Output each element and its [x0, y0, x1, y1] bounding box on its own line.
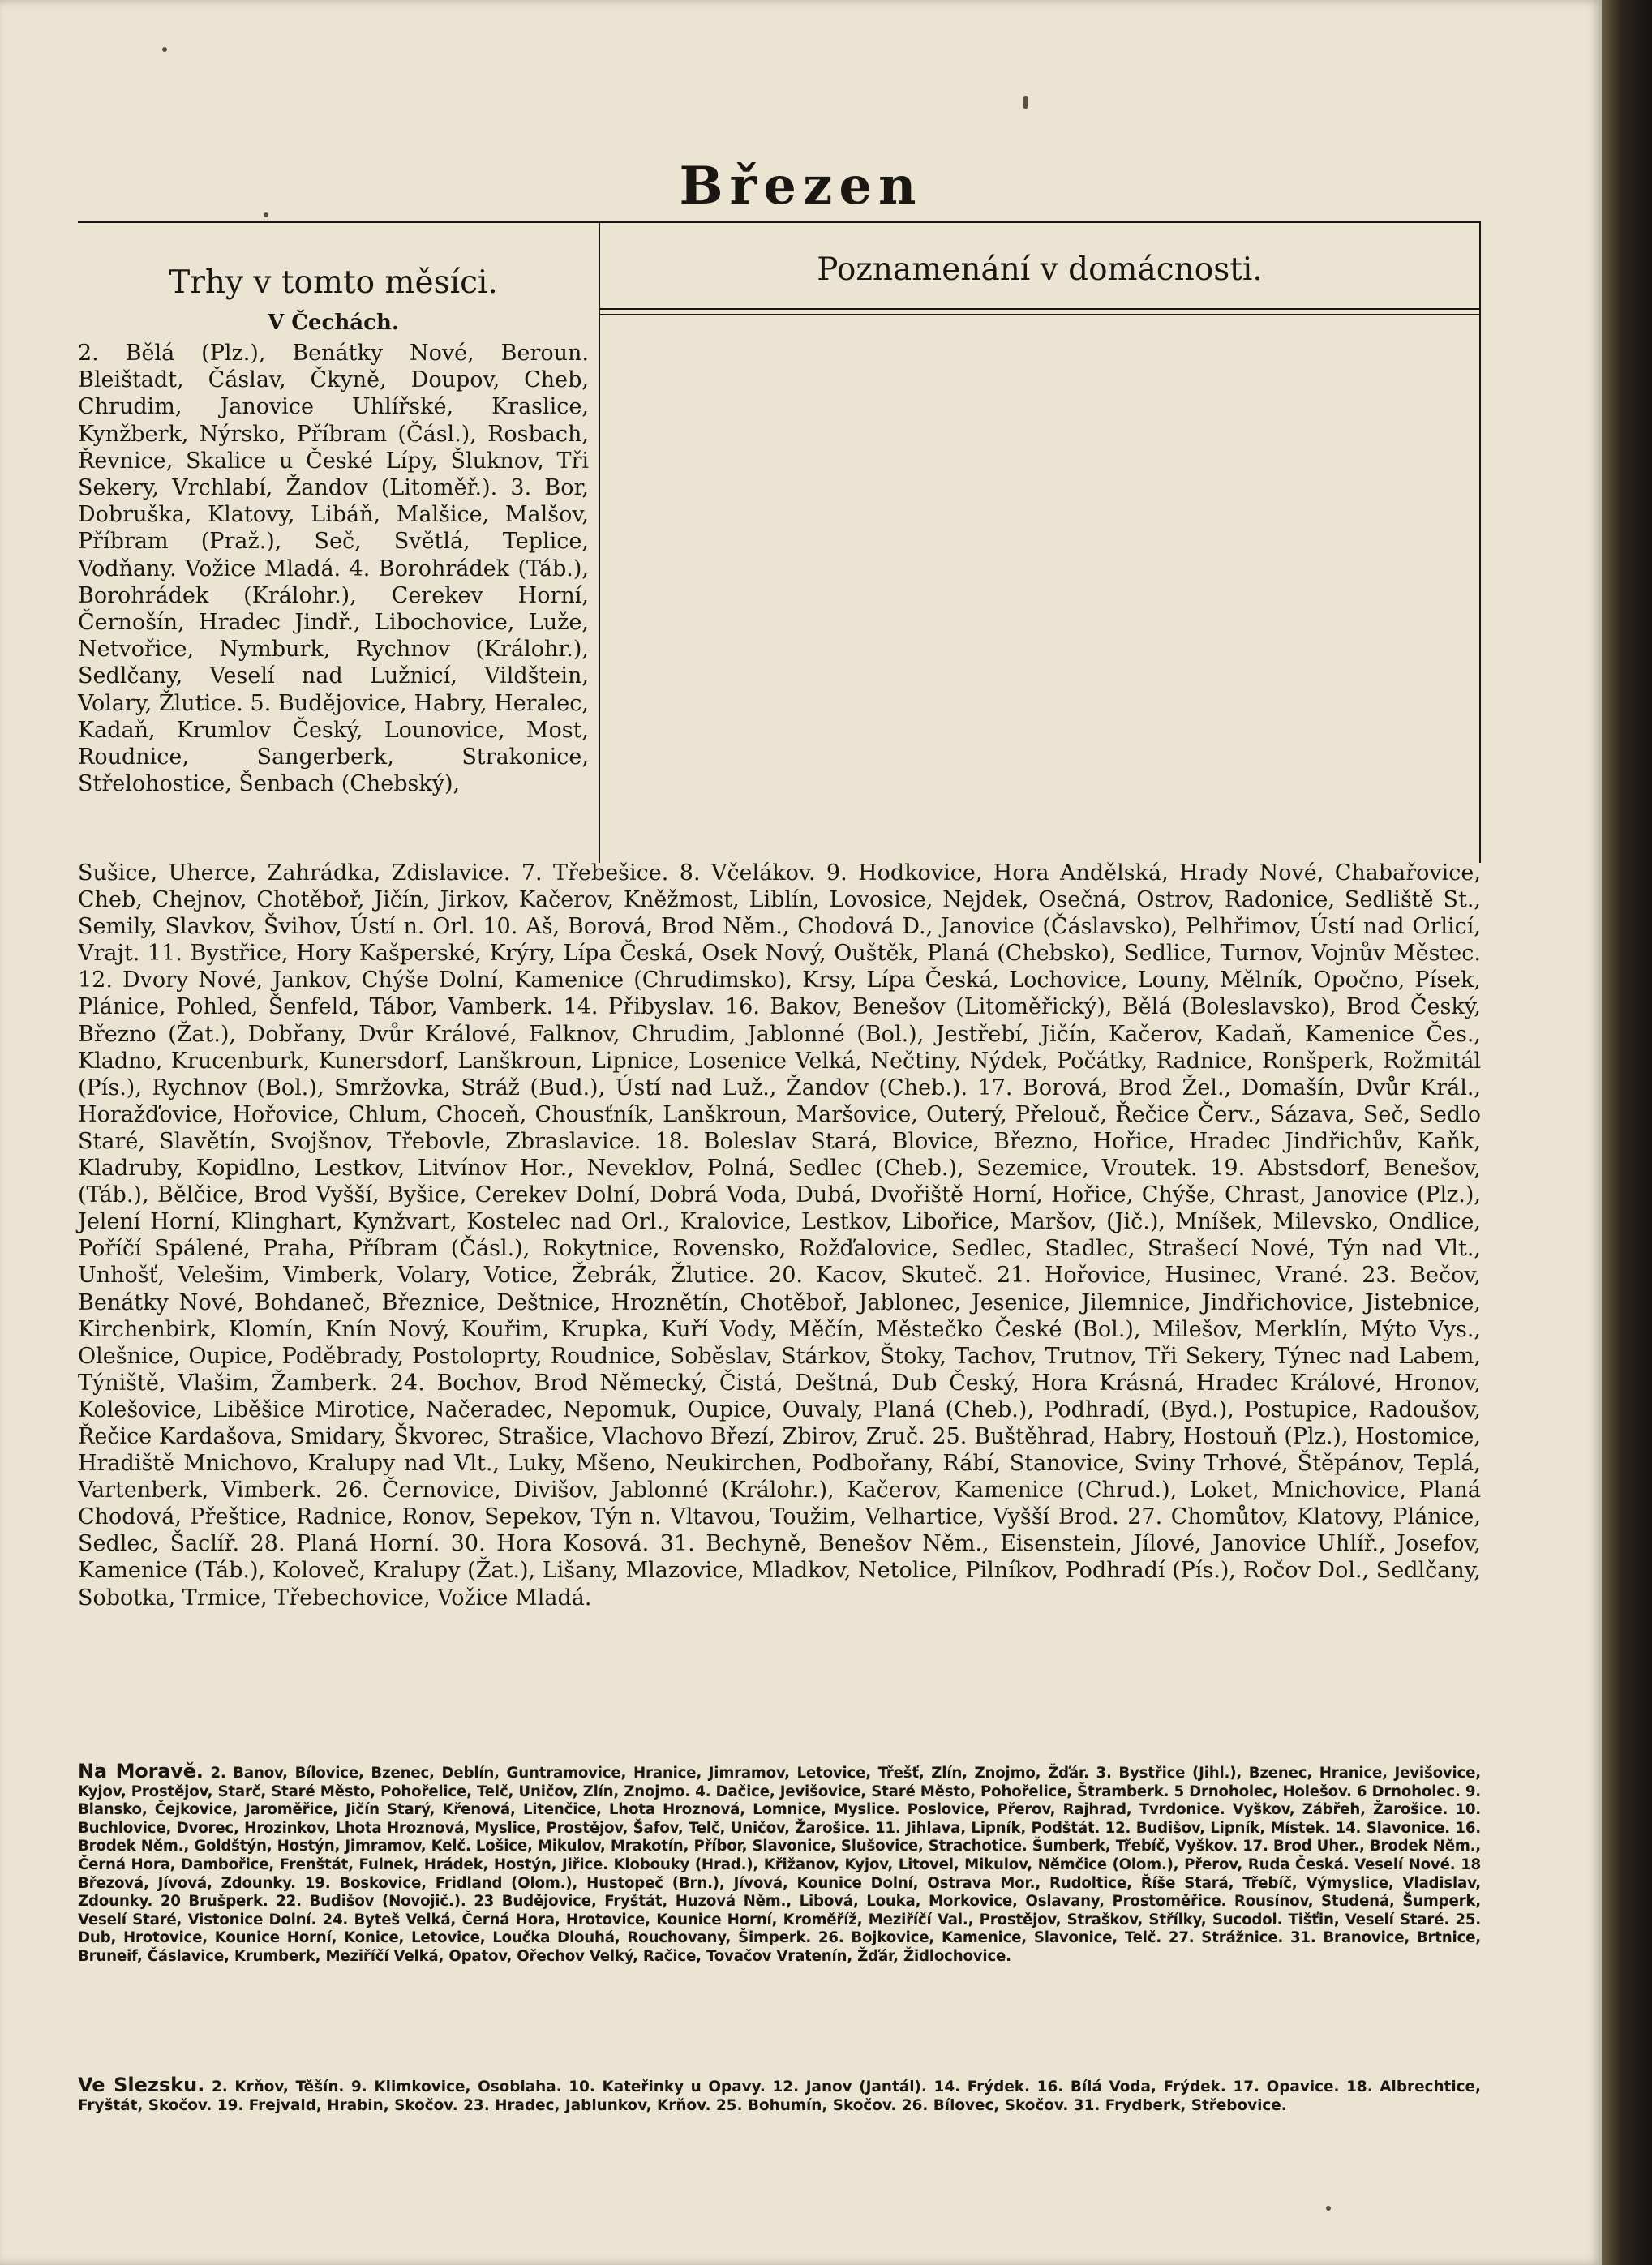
household-notes-heading: Poznamenání v domácnosti.	[817, 251, 1263, 288]
moravia-label: Na Moravě.	[78, 1760, 204, 1782]
column-divider	[599, 222, 600, 863]
bohemia-markets-wide: Sušice, Uherce, Zahrádka, Zdislavice. 7. Třebešice. 8. Včelákov. 9. Hodkovice, Hora Andělská, Hrady Nové, Chabařovice, Cheb, Chejnov, Chotěboř, Jičín, Jirkov, Kačerov, Kněžmost, Liblín, Lovosice, Nejdek, Osečná, Ostrov, Radonice, Sedliště St., Semily, Slavkov, Švihov, Ústí n. Orl. 10. Aš, Borová, Brod Něm., Chodová D., Janovice (Čáslavsko), Pelhřimov, Ústí nad Orlicí, Vrajt. 11. Bystřice, Hory Kašperské, Krýry, Lípa Česká, Osek Nový, Ouštěk, Planá (Chebsko), Sedlice, Turnov, Vojnův Městec. 12. Dvory Nové, Jankov, Chýše Dolní, Kamenice (Chrudimsko), Krsy, Lípa Česká, Lochovice, Louny, Mělník, Opočno, Písek, Plánice, Pohled, Šenfeld, Tábor, Vamberk. 14. Přibyslav. 16. Bakov, Benešov (Litoměřický), Bělá (Boleslavsko), Brod Český, Březno (Žat.), Dobřany, Dvůr Králové, Falknov, Chrudim, Jablonné (Bol.), Jestřebí, Jičín, Kačerov, Kadaň, Kamenice Čes., Kladno, Krucenburk, Kunersdorf, Lanškroun, Lipnice, Losenice Velká, Nečtiny, Nýdek, Počátky, Radnice, Ronšperk, Rožmitál (Pís.), Rychnov (Bol.), Smržovka, Stráž (Bud.), Ústí nad Luž., Žandov (Cheb.). 17. Borová, Brod Žel., Domašín, Dvůr Král., Horažďovice, Hořovice, Chlum, Choceň, Chousťník, Lanškroun, Maršovice, Outerý, Přelouč, Řečice Červ., Sázava, Seč, Sedlo Staré, Slavětín, Svojšnov, Třebovle, Zbraslavice. 18. Boleslav Stará, Blovice, Březno, Hořice, Hradec Jindřichův, Kaňk, Kladruby, Kopidlno, Lestkov, Litvínov Hor., Neveklov, Polná, Sedlec (Cheb.), Sezemice, Vroutek. 19. Abstsdorf, Benešov, (Táb.), Bělčice, Brod Vyšší, Byšice, Cerekev Dolní, Dobrá Voda, Dubá, Dvořiště Horní, Hořice, Chýše, Chrast, Janovice (Plz.), Jelení Horní, Klinghart, Kynžvart, Kostelec nad Orl., Kralovice, Lestkov, Libořice, Maršov, (Jič.), Mníšek, Milevsko, Ondlice, Poříčí Spálené, Praha, Příbram (Čásl.), Rokytnice, Rovensko, Rožďalovice, Sedlec, Stadlec, Strašecí Nové, Týn nad Vlt., Unhošť, Velešim, Vimberk, Volary, Votice, Žebrák, Žlutice. 20. Kacov, Skuteč. 21. Hořovice, Husinec, Vrané. 23. Bečov, Benátky Nové, Bohdaneč, Březnice, Deštnice, Hroznětín, Chotěboř, Jablonec, Jesenice, Jilemnice, Jindřichovice, Jistebnice, Kirchenbirk, Klomín, Knín Nový, Kouřim, Krupka, Kuří Vody, Měčín, Městečko České (Bol.), Milešov, Merklín, Mýto Vys., Olešnice, Oupice, Poděbrady, Postoloprty, Roudnice, Soběslav, Stárkov, Štoky, Tachov, Trutnov, Tři Sekery, Týnec nad Labem, Týniště, Vlašim, Žamberk. 24. Bochov, Brod Německý, Čistá, Deštná, Dub Český, Hora Krásná, Hradec Králové, Hronov, Kolešovice, Liběšice Mirotice, Načeradec, Nepomuk, Oupice, Ouvaly, Planá (Cheb.), Podhradí, (Byd.), Postupice, Radoušov, Řečice Kardašova, Smidary, Škvorec, Strašice, Vlachovo Březí, Zbirov, Zruč. 25. Buštěhrad, Habry, Hostouň (Plz.), Hostomice, Hradiště Mnichovo, Kralupy nad Vlt., Luky, Mšeno, Neukirchen, Podbořany, Rábí, Stanovice, Sviny Trhové, Štěpánov, Teplá, Vartenberk, Vimberk. 26. Černovice, Divišov, Jablonné (Králohr.), Kačerov, Kamenice (Chrud.), Loket, Mnichovice, Planá Chodová, Přeštice, Radnice, Ronov, Sepekov, Týn n. Vltavou, Toužim, Velhartice, Vyšší Brod. 27. Chomůtov, Klatovy, Plánice, Sedlec, Šaclíř. 28. Planá Horní. 30. Hora Kosová. 31. Bechyně, Benešov Něm., Eisenstein, Jílové, Janovice Uhlíř., Josefov, Kamenice (Táb.), Koloveč, Kralupy (Žat.), Lišany, Mlazovice, Mladkov, Netolice, Pilníkov, Podhradí (Pís.), Ročov Dol., Sedlčany, Sobotka, Trmice, Třebechovice, Vožice Mladá.	[78, 860, 1481, 1611]
bohemia-markets-narrow: 2. Bělá (Plz.), Benátky Nové, Beroun. Bleištadt, Čáslav, Čkyně, Doupov, Cheb, Chrudim, Janovice Uhlířské, Kraslice, Kynžberk, Nýrsko, Příbram (Čásl.), Rosbach, Řevnice, Skalice u České Lípy, Šluknov, Tři Sekery, Vrchlabí, Žandov (Litoměř.). 3. Bor, Dobruška, Klatovy, Libáň, Malšice, Malšov, Příbram (Praž.), Seč, Světlá, Teplice, Vodňany. Vožice Mladá. 4. Borohrádek (Táb.), Borohrádek (Králohr.), Cerekev Horní, Černošín, Hradec Jindř., Libochovice, Luže, Netvořice, Nymburk, Rychnov (Králohr.), Sedlčany, Veselí nad Lužnicí, Vildštein, Volary, Žlutice. 5. Budějovice, Habry, Heralec, Kadaň, Krumlov Český, Lounovice, Most, Roudnice, Sangerberk, Strakonice, Střelohostice, Šenbach (Chebský),	[78, 341, 589, 797]
markets-column	[78, 222, 589, 855]
region-bohemia-heading: V Čechách.	[268, 311, 399, 335]
notes-rule-thin	[599, 314, 1481, 315]
notes-box-border	[1479, 222, 1481, 863]
page-edge-shadow	[1602, 0, 1652, 2265]
moravia-markets	[78, 1762, 1481, 1967]
paper-speck	[1326, 2206, 1331, 2211]
page-title: Březen	[679, 156, 923, 217]
household-notes-box	[599, 222, 1481, 863]
moravia-text: 2. Banov, Bílovice, Bzenec, Deblín, Guntramovice, Hranice, Jimramov, Letovice, Třešť, Zlín, Znojmo, Žďár. 3. Bystřice (Jihl.), Bzenec, Hranice, Jevišovice, Kyjov, Prostějov, Starč, Staré Město, Pohořelice, Telč, Uničov, Zlín, Znojmo. 4. Dačice, Jevišovice, Staré Město, Pohořelice, Štramberk. 5 Drnoholec, Holešov. 6 Drnoholec. 9. Blansko, Čejkovice, Jaroměřice, Jičín Starý, Křenová, Litenčice, Lhota Hroznová, Lomnice, Myslice. Poslovice, Přerov, Rajhrad, Tvrdonice. Vyškov, Zábřeh, Žarošice. 10. Buchlovice, Dvorec, Hrozinkov, Lhota Hroznová, Myslice, Prostějov, Šafov, Telč, Uničov, Žarošice. 11. Jihlava, Lipník, Podštát. 12. Budišov, Lipník, Místek. 14. Slavonice. 16. Brodek Něm., Goldštýn, Hostýn, Jimramov, Kelč. Lošice, Mikulov, Mrakotín, Příbor, Slavonice, Slušovice, Strachotice. Šumberk, Třebíč, Vyškov. 17. Brod Uher., Brodek Něm., Černá Hora, Dambořice, Frenštát, Fulnek, Hrádek, Hostýn, Jiřice. Klobouky (Hrad.), Křižanov, Kyjov, Litovel, Mikulov, Němčice (Olom.), Přerov, Ruda Česká. Veselí Nové. 18 Březová, Jívová, Zdounky. 19. Boskovice, Fridland (Olom.), Hustopeč (Brn.), Jívová, Kounice Dolní, Ostrava Mor., Rudoltice, Říše Stará, Třebíč, Výmyslice, Vladislav, Zdounky. 20 Brušperk. 22. Budišov (Novojič.). 23 Budějovice, Fryštát, Huzová Něm., Libová, Louka, Morkovice, Oslavany, Prostoměřice. Rousínov, Studená, Šumperk, Veselí Staré, Vistonice Dolní. 24. Byteš Velká, Černá Hora, Hrotovice, Kounice Horní, Kroměříž, Meziříčí Val., Prostějov, Straškov, Střílky, Sucodol. Tišťin, Veselí Staré. 25. Dub, Hrotovice, Kounice Horní, Konice, Letovice, Loučka Dlouhá, Rouchovany, Šimperk. 26. Bojkovice, Kamenice, Slavonice, Telč. 27. Strážnice. 31. Branovice, Brtnice, Bruneif, Čáslavice, Krumberk, Meziříčí Velká, Opatov, Ořechov Velký, Račice, Tovačov Vratenín, Žďár, Židlochovice.	[78, 1765, 1481, 1965]
paper-speck	[162, 47, 167, 52]
paper-speck	[1023, 96, 1028, 109]
markets-heading: Trhy v tomto měsíci.	[169, 264, 498, 301]
silesia-markets	[78, 2076, 1481, 2115]
silesia-label: Ve Slezsku.	[78, 2074, 205, 2096]
paper-speck	[264, 212, 268, 217]
silesia-text: 2. Krňov, Těšín. 9. Klimkovice, Osoblaha. 10. Kateřinky u Opavy. 12. Janov (Jantál). 14. Frýdek. 16. Bílá Voda, Frýdek. 17. Opavice. 18. Albrechtice, Fryštát, Skočov. 19. Frejvald, Hrabin, Skočov. 23. Hradec, Jablunkov, Krňov. 25. Bohumín, Skočov. 26. Bílovec, Skočov. 31. Frydberk, Střebovice.	[78, 2078, 1482, 2114]
notes-rule-thick	[599, 308, 1481, 310]
